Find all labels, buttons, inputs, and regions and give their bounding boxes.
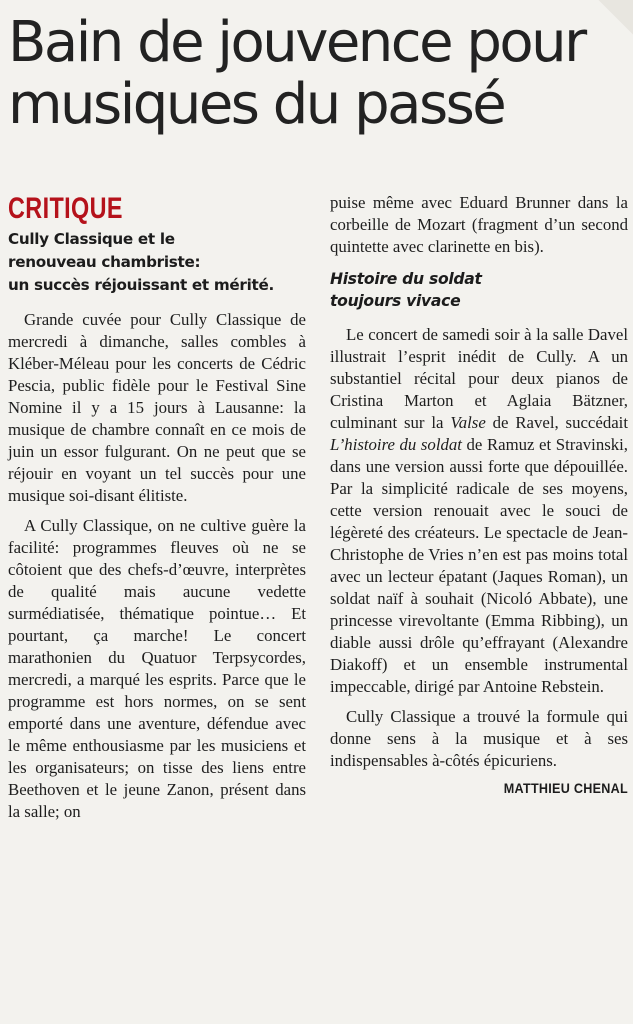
paragraph-5: Cully Classique a trouvé la formule qui donne sens à la musique et à ses indispensables à-côtés épicuriens.: [330, 707, 628, 770]
headline-line-2: musiques du passé: [8, 72, 505, 137]
body-right-continued: [330, 324, 628, 772]
section-kicker: CRITIQUE: [8, 192, 123, 225]
title-histoire-du-soldat: L’histoire du soldat: [330, 435, 462, 454]
paragraph-4: [330, 324, 628, 698]
subhead: [330, 268, 628, 312]
paragraph-1: Grande cuvée pour Cully Classique de mercredi à dimanche, salles combles à Kléber-Méleau pour les concerts de Cédric Pescia, public fidèle pour le Festival Sine Nomine il y a 15 jours à Lausanne: la musique de chambre connaît en ce mois de juin un essor fulgurant. On ne peut que se réjouir en voyant un tel succès pour une musique soi-disant élitiste.: [8, 310, 306, 505]
dek-line-3: un succès réjouissant et mérité.: [8, 276, 274, 294]
paragraph-4-part-b: de Ravel, succédait: [485, 413, 628, 432]
column-left: [8, 192, 306, 823]
paragraph-3: puise même avec Eduard Brunner dans la corbeille de Mozart (fragment d’un second quintette avec clarinette en bis).: [330, 193, 628, 256]
headline-line-1: Bain de jouvence pour: [8, 10, 585, 75]
paragraph-2: A Cully Classique, on ne cultive guère la facilité: programmes fleuves où ne se côtoient que des chefs-d’œuvre, interprètes de qualité mais aucune vedette surmédiatisée, thématique pointue… Et pourtant, ça marche! Le concert marathonien du Quatuor Terpsycordes, mercredi, a marqué les esprits. Parce que le programme est hors normes, on se sent emporté dans une aventure, défendue avec le même enthousiasme par les musiciens et les organisateurs; on tisse des liens entre Beethoven et le jeune Zanon, présent dans la salle; on: [8, 516, 306, 821]
column-right: [330, 192, 628, 796]
byline: MATTHIEU CHENAL: [503, 780, 628, 796]
headline: [8, 12, 628, 136]
subhead-line-2: toujours vivace: [330, 292, 461, 310]
paragraph-4-part-a: Le concert de samedi soir à la salle Davel illustrait l’esprit inédit de Cully. A un substantiel récital pour deux pianos de Cristina Marton et Aglaia Bätzner, culminant sur la: [330, 325, 628, 432]
dek-line-1: Cully Classique et le: [8, 230, 175, 248]
subhead-line-1: Histoire du soldat: [330, 270, 482, 288]
paragraph-4-part-c: de Ramuz et Stravinski, dans une version aussi forte que dépouillée. Par la simplicité radicale de ses moyens, cette version renouait avec le souci de légèreté des créateurs. Le spectacle de Jean-Christophe de Vries n’en est pas moins total avec un lecteur épatant (Jaques Roman), un soldat naïf à souhait (Nicoló Abbate), une princesse virevoltante (Emma Ribbing), un diable aussi drôle qu’effrayant (Alexandre Diakoff) et un ensemble instrumental impeccable, dirigé par Antoine Rebstein.: [330, 435, 628, 696]
body-right: [330, 192, 628, 258]
dek-line-2: renouveau chambriste:: [8, 253, 201, 271]
body-left: [8, 309, 306, 823]
dek: [8, 228, 306, 297]
title-valse: Valse: [450, 413, 486, 432]
